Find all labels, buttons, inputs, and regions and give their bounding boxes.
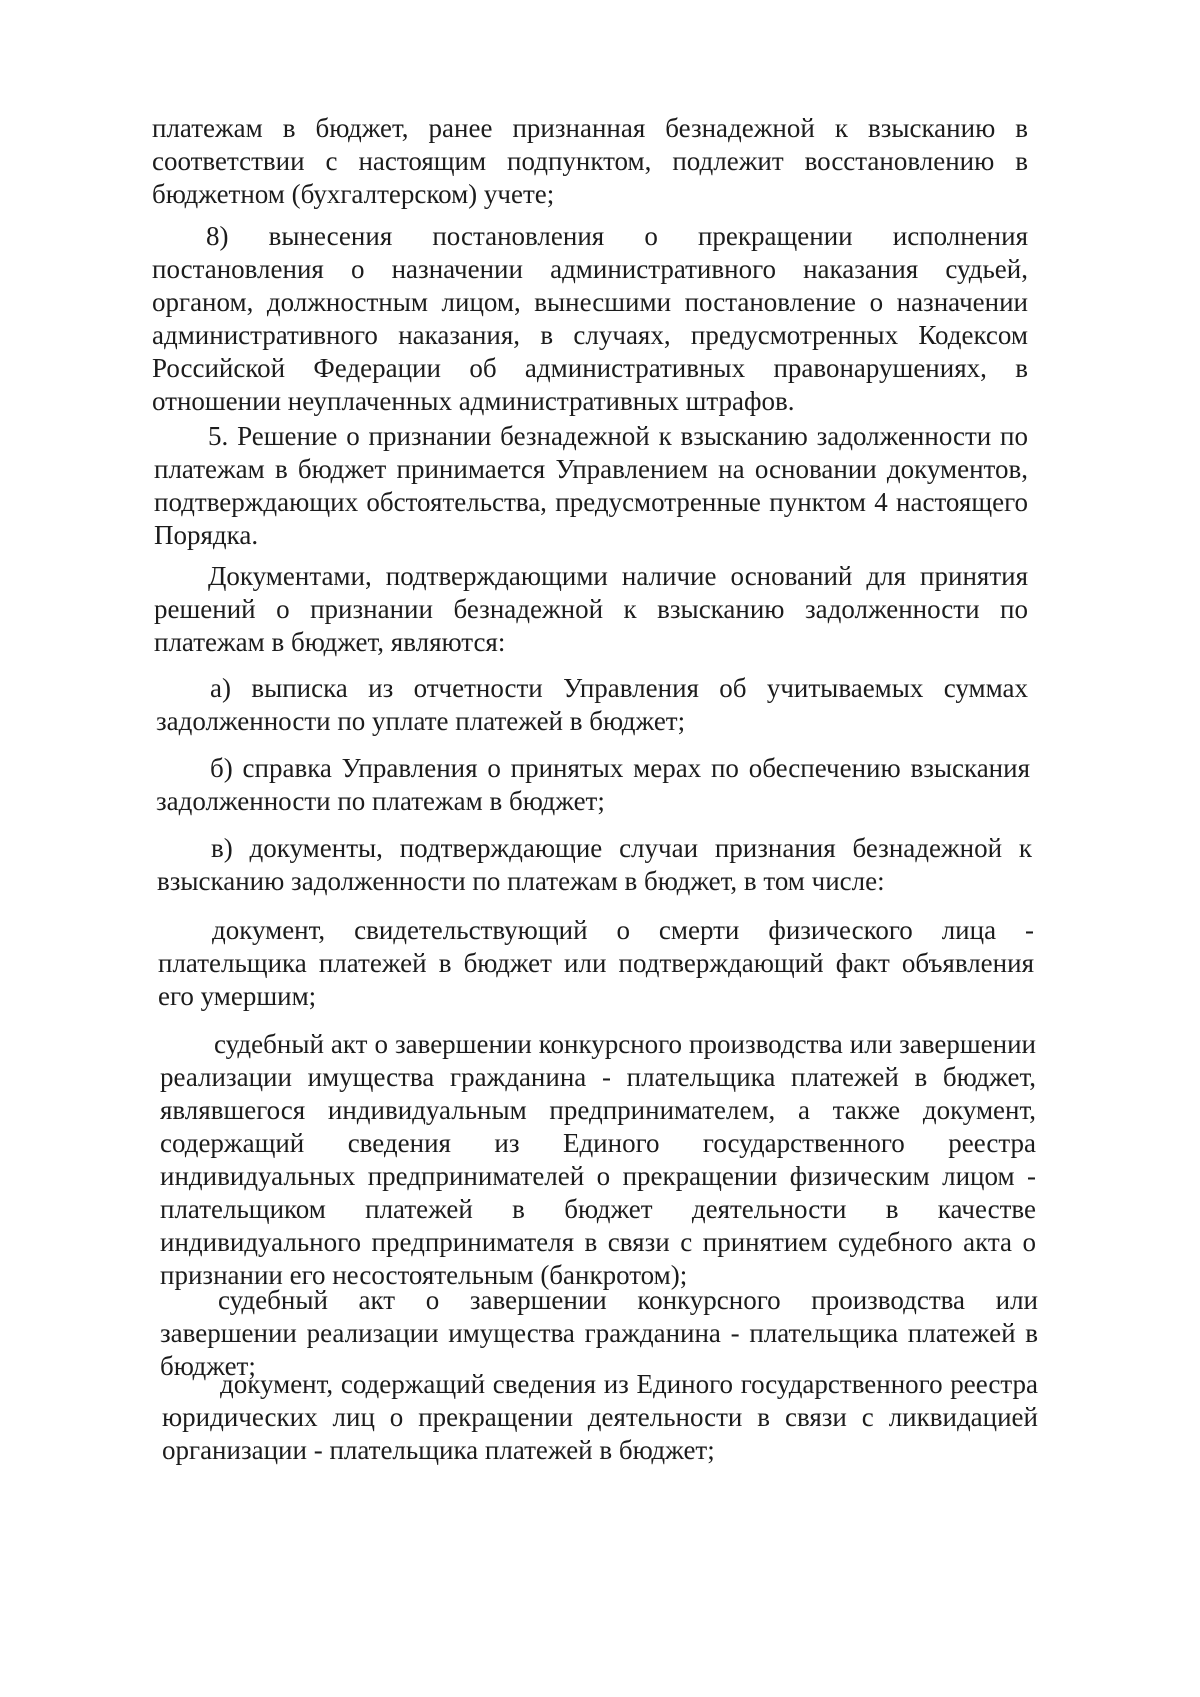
paragraph-continuation: платежам в бюджет, ранее признанная безнадежной к взысканию в соответствии с настоящим подпунктом, подлежит восстановлению в бюджетном (бухгалтерском) учете; [152,113,1028,209]
paragraph-bankruptcy-citizen: судебный акт о завершении конкурсного производства или завершении реализации имущества гражданина - плательщика платежей в бюджет; [160,1285,1038,1381]
paragraph-liquidation: документ, содержащий сведения из Единого государственного реестра юридических лиц о прекращении деятельности в связи с ликвидацией организации - плательщика платежей в бюджет; [162,1369,1038,1465]
paragraph-bankruptcy-entrepreneur: судебный акт о завершении конкурсного производства или завершении реализации имущества гражданина - плательщика платежей в бюджет, являвшегося индивидуальным предпринимателем, а также документ, содержащий сведения из Единого государственного реестра индивидуальных предпринимателей о прекращении физическим лицом - плательщиком платежей в бюджет деятельности в качестве индивидуального предпринимателя в связи с принятием судебного акта о признании его несостоятельным (банкротом); [160,1029,1036,1290]
paragraph-item-b: б) справка Управления о принятых мерах по обеспечению взыскания задолженности по платежам в бюджет; [156,753,1030,816]
paragraph-death-document: документ, свидетельствующий о смерти физического лица - плательщика платежей в бюджет или подтверждающий факт объявления его умершим; [158,915,1034,1011]
paragraph-item-8: 8) вынесения постановления о прекращении исполнения постановления о назначении административного наказания судьей, органом, должностным лицом, вынесшими постановление о назначении административного наказания, в случаях, предусмотренных Кодексом Российской Федерации об административных правонарушениях, в отношении неуплаченных административных штрафов. [152,221,1028,416]
paragraph-item-a: а) выписка из отчетности Управления об учитываемых суммах задолженности по уплате платежей в бюджет; [156,673,1028,736]
paragraph-documents-intro: Документами, подтверждающими наличие оснований для принятия решений о признании безнадежной к взысканию задолженности по платежам в бюджет, являются: [154,561,1028,657]
paragraph-item-v: в) документы, подтверждающие случаи признания безнадежной к взысканию задолженности по платежам в бюджет, в том числе: [157,833,1032,896]
paragraph-clause-5: 5. Решение о признании безнадежной к взысканию задолженности по платежам в бюджет принимается Управлением на основании документов, подтверждающих обстоятельства, предусмотренные пунктом 4 настоящего Порядка. [154,421,1028,550]
